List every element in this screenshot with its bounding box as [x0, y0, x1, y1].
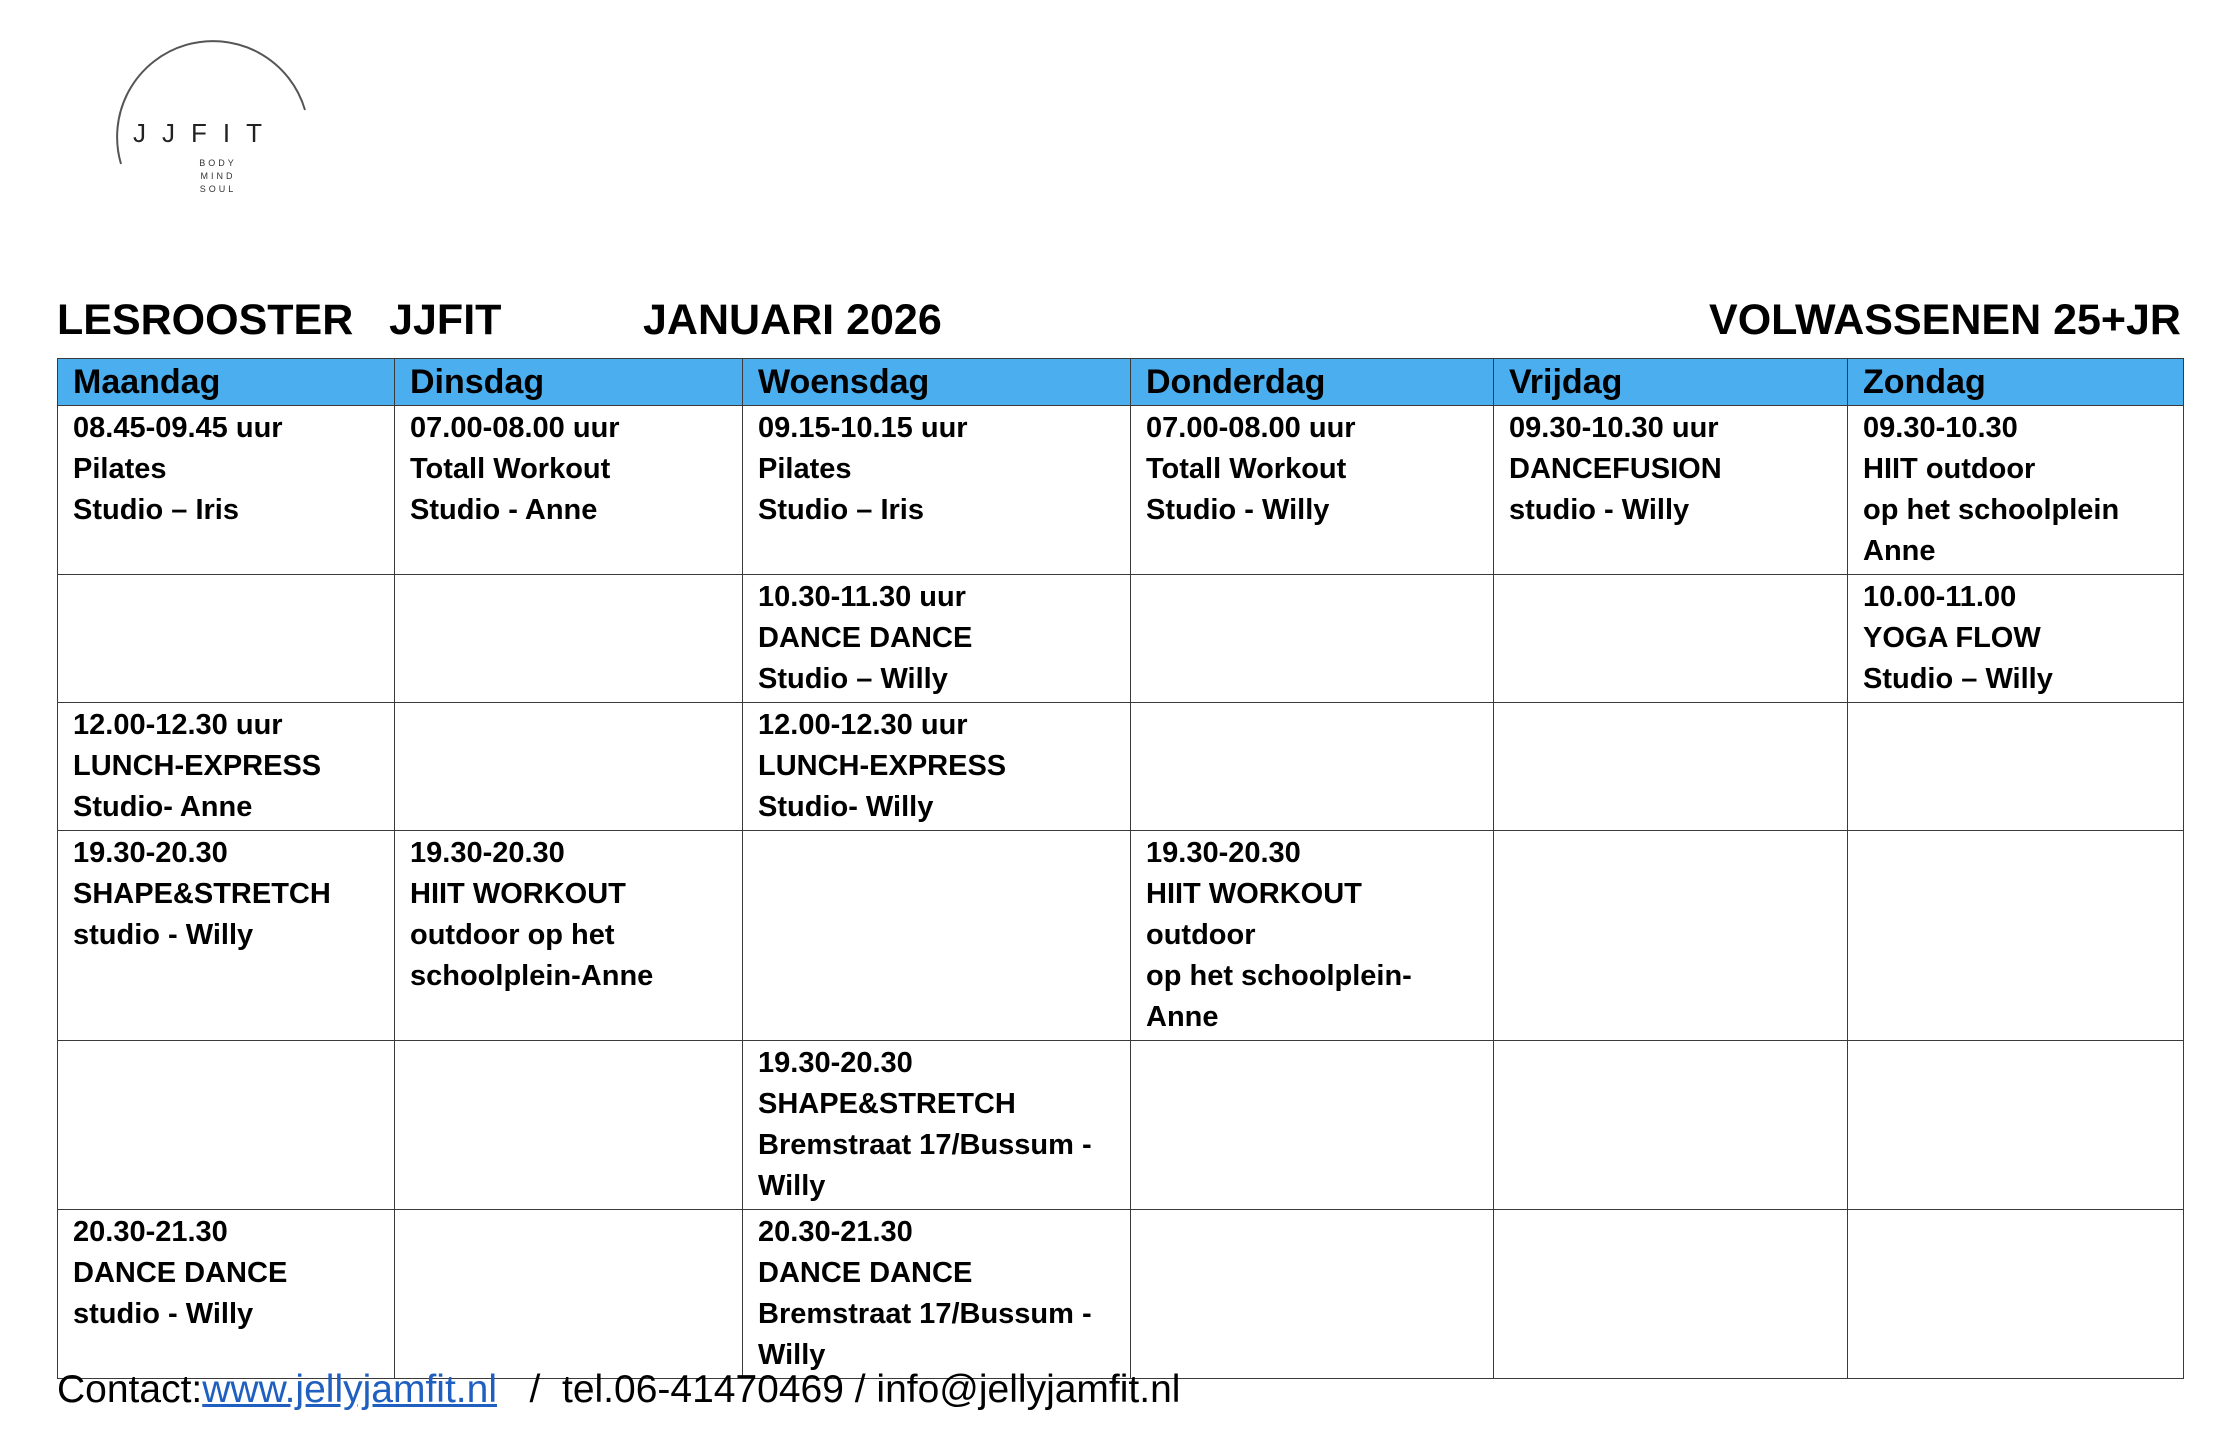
day-header: Donderdag [1131, 359, 1494, 406]
class-cell [1494, 703, 1848, 831]
title-month: JANUARI 2026 [643, 296, 942, 344]
class-cell [1848, 1210, 2184, 1379]
class-cell: 19.30-20.30 SHAPE&STRETCH studio - Willy [58, 831, 395, 1041]
class-cell: 08.45-09.45 uur Pilates Studio – Iris [58, 406, 395, 575]
class-cell [1131, 1210, 1494, 1379]
day-header: Dinsdag [395, 359, 743, 406]
day-header: Vrijdag [1494, 359, 1848, 406]
table-row [58, 1041, 2184, 1210]
title-left: LESROOSTER JJFIT [57, 296, 502, 344]
class-cell: 10.00-11.00 YOGA FLOW Studio – Willy [1848, 575, 2184, 703]
class-cell [395, 703, 743, 831]
class-cell [58, 575, 395, 703]
class-cell [1494, 831, 1848, 1041]
class-cell: 07.00-08.00 uur Totall Workout Studio - Willy [1131, 406, 1494, 575]
class-cell [1494, 1041, 1848, 1210]
class-cell [1131, 575, 1494, 703]
class-cell [1848, 831, 2184, 1041]
logo-wordmark: JJFIT [133, 118, 278, 148]
class-cell [395, 1210, 743, 1379]
website-link[interactable]: www.jellyjamfit.nl [202, 1368, 497, 1411]
class-cell: 19.30-20.30 HIIT WORKOUT outdoor op het schoolplein- Anne [1131, 831, 1494, 1041]
class-cell [1494, 1210, 1848, 1379]
class-cell [1848, 1041, 2184, 1210]
class-cell: 20.30-21.30 DANCE DANCE studio - Willy [58, 1210, 395, 1379]
contact-details: / tel.06-41470469 / info@jellyjamfit.nl [496, 1368, 1181, 1411]
class-cell: 12.00-12.30 uur LUNCH-EXPRESS Studio- Willy [743, 703, 1131, 831]
table-row [58, 575, 2184, 703]
class-cell: 09.15-10.15 uur Pilates Studio – Iris [743, 406, 1131, 575]
header-row [58, 359, 2184, 406]
class-cell: 20.30-21.30 DANCE DANCE Bremstraat 17/Bussum - Willy [743, 1210, 1131, 1379]
logo-tagline-line: SOUL [199, 184, 237, 194]
class-cell: 09.30-10.30 HIIT outdoor op het schoolplein Anne [1848, 406, 2184, 575]
class-cell [1131, 703, 1494, 831]
class-cell: 19.30-20.30 HIIT WORKOUT outdoor op het schoolplein-Anne [395, 831, 743, 1041]
class-cell: 07.00-08.00 uur Totall Workout Studio - Anne [395, 406, 743, 575]
contact-label: Contact: [57, 1368, 203, 1411]
page-title [57, 296, 2181, 356]
class-cell [743, 831, 1131, 1041]
contact-footer [57, 1368, 1180, 1412]
table-row [58, 831, 2184, 1041]
class-cell: 10.30-11.30 uur DANCE DANCE Studio – Willy [743, 575, 1131, 703]
class-cell [58, 1041, 395, 1210]
logo-tagline [188, 157, 248, 196]
table-row [58, 406, 2184, 575]
class-cell [1131, 1041, 1494, 1210]
class-cell: 12.00-12.30 uur LUNCH-EXPRESS Studio- Anne [58, 703, 395, 831]
schedule-table [57, 358, 2184, 1379]
class-cell [1848, 703, 2184, 831]
table-row [58, 1210, 2184, 1379]
class-cell [1494, 575, 1848, 703]
table-row [58, 703, 2184, 831]
day-header: Woensdag [743, 359, 1131, 406]
class-cell [395, 1041, 743, 1210]
title-audience: VOLWASSENEN 25+JR [1709, 296, 2181, 344]
day-header: Zondag [1848, 359, 2184, 406]
logo-tagline-line: MIND [200, 171, 236, 181]
logo [115, 40, 315, 240]
class-cell: 19.30-20.30 SHAPE&STRETCH Bremstraat 17/Bussum - Willy [743, 1041, 1131, 1210]
day-header: Maandag [58, 359, 395, 406]
logo-tagline-line: BODY [199, 158, 237, 168]
class-cell [395, 575, 743, 703]
class-cell: 09.30-10.30 uur DANCEFUSION studio - Willy [1494, 406, 1848, 575]
